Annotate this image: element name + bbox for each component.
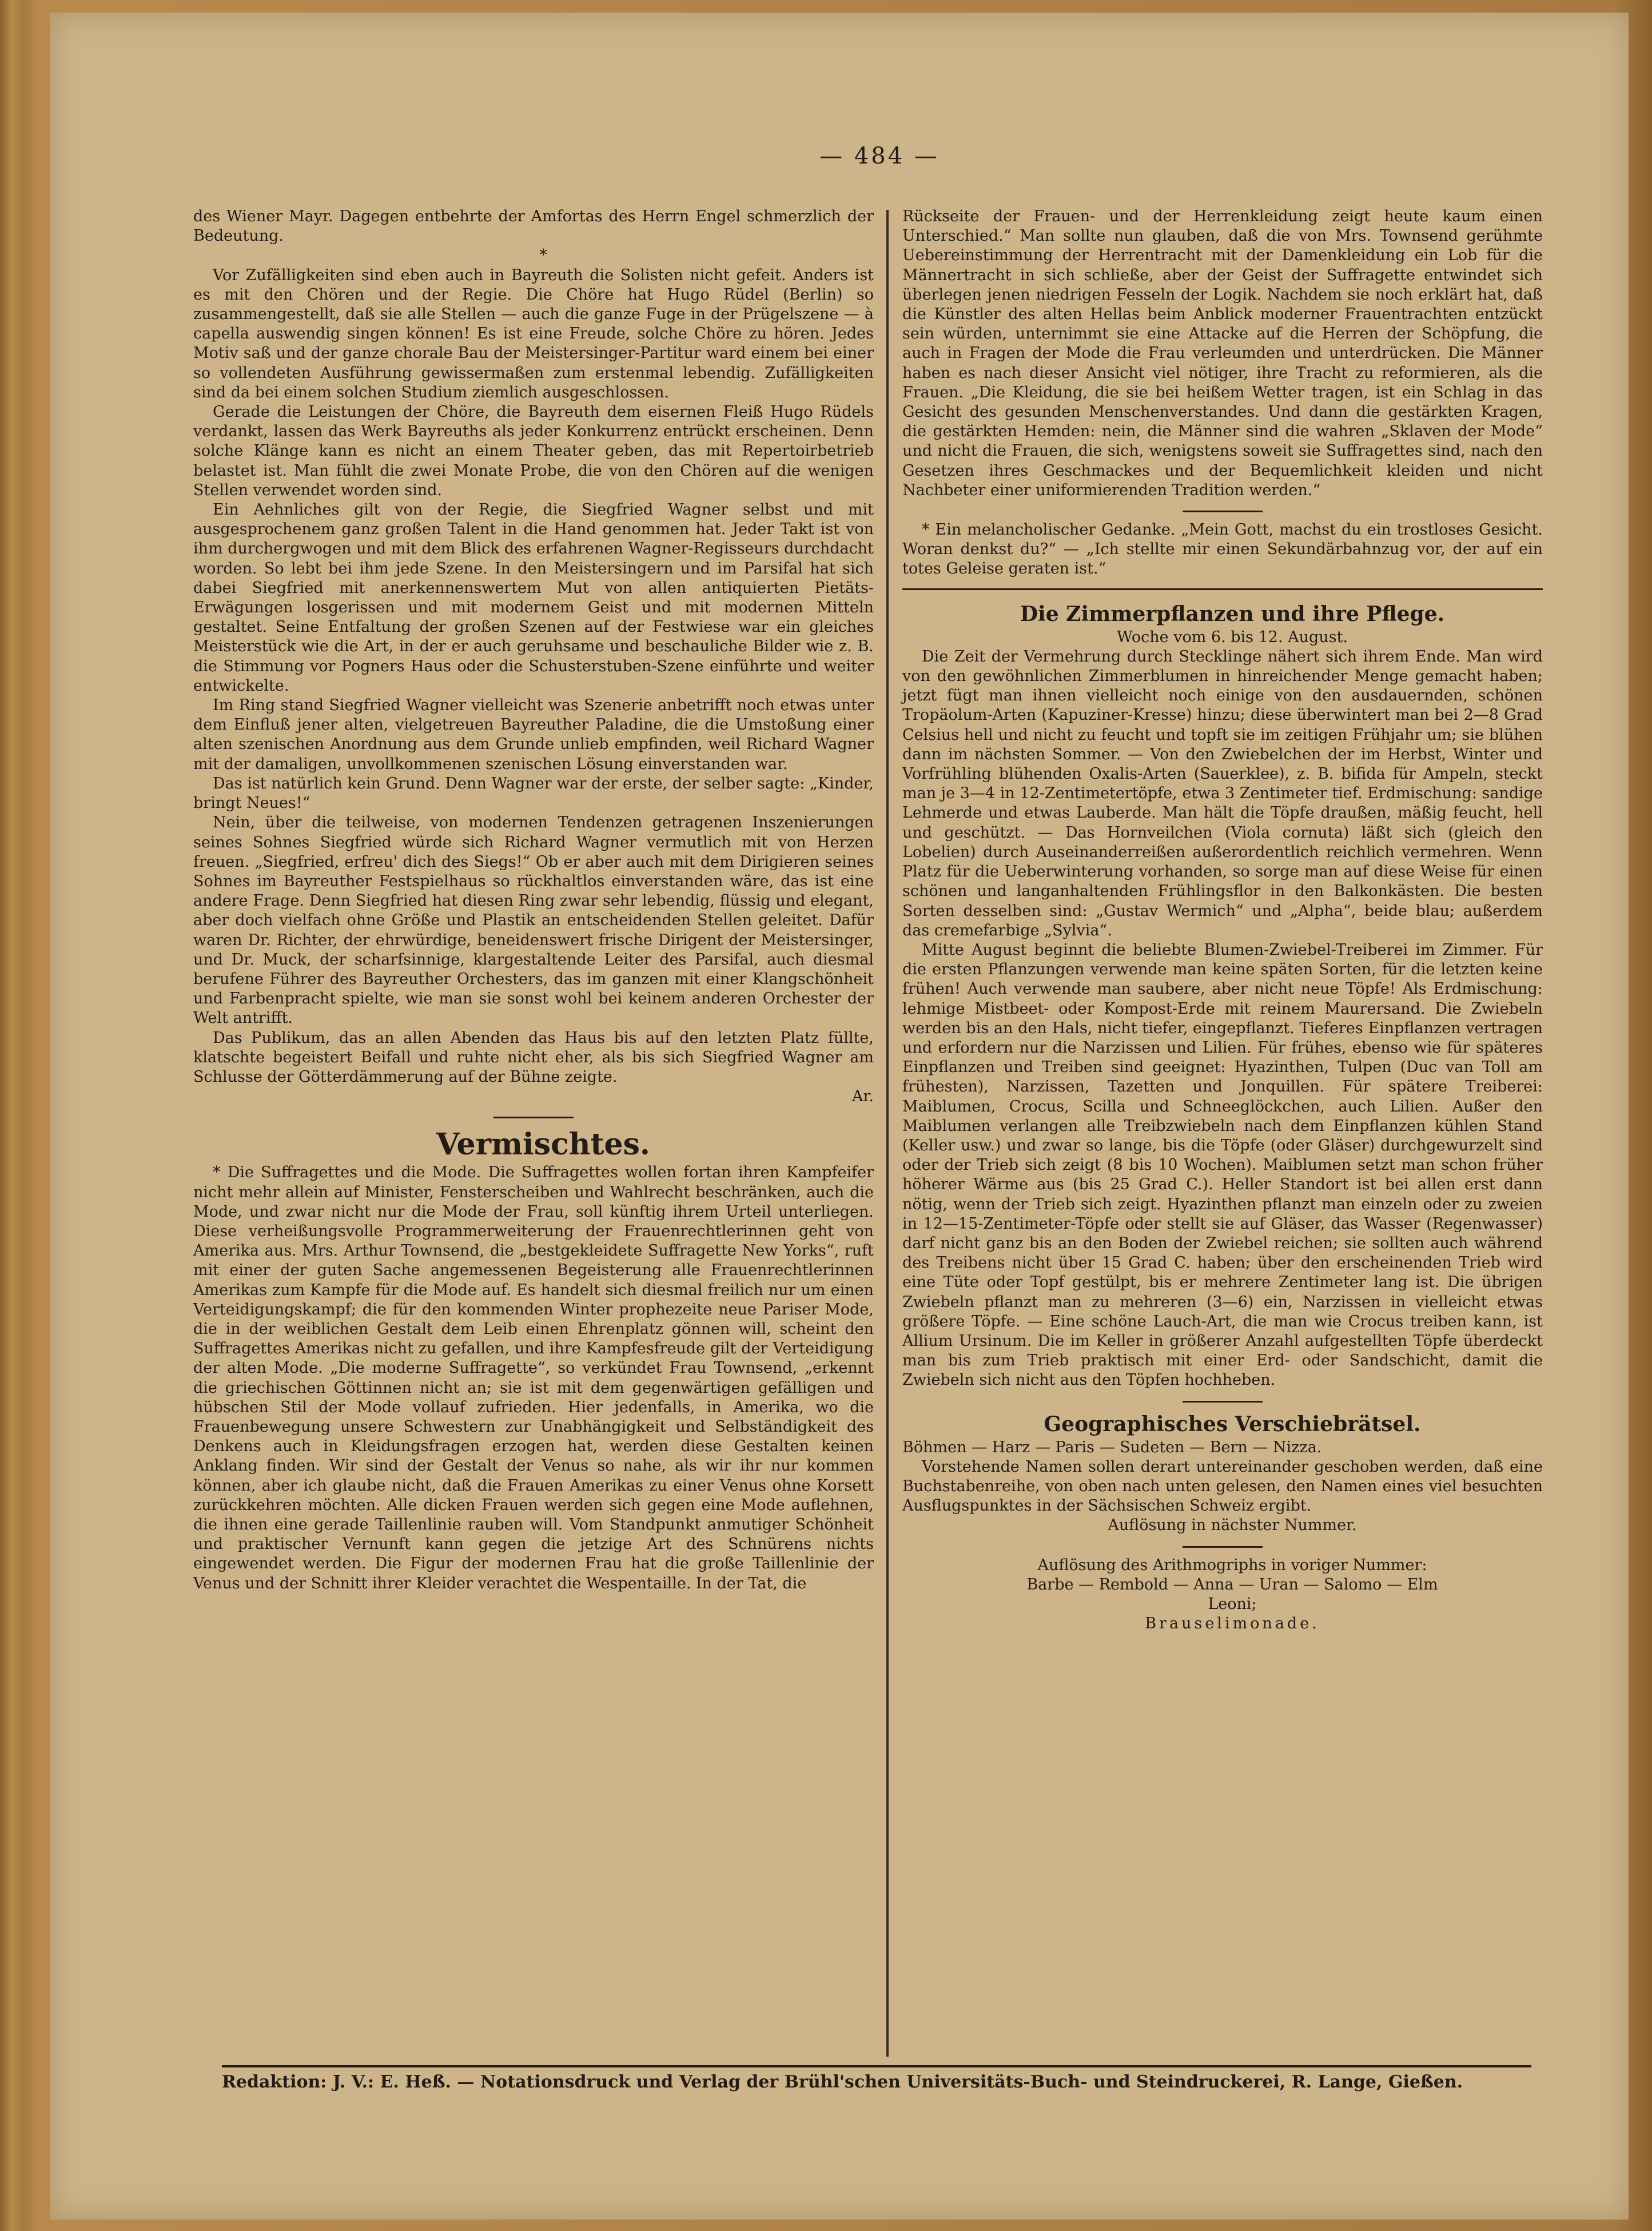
section-title-zimmerpflanzen: Die Zimmerpflanzen und ihre Pflege. bbox=[1020, 601, 1445, 626]
paragraph: Nein, über die teilweise, von modernen Tendenzen getragenen Inszenierungen seines Sohnes Siegfried würde sich Richard Wagner vermutlich mit von Herzen freuen. „Siegfried, erfreu' dich des Siegs!“ Ob er aber auch mit dem Dirigieren seines Sohnes im Bayreuther Festspielhaus so rückhaltlos einverstanden wäre, das ist eine andere Frage. Denn Siegfried hat diesen Ring zwar sehr lebendig, flüssig und elegant, aber doch vielfach ohne Größe und Plastik an entscheidenden Stellen geleitet. Dafür waren Dr. Richter, der ehrwürdige, beneidenswert frische Dirigent der Meistersinger, und Dr. Muck, der scharfsinnige, klargestaltende Leiter des Parsifal, auch diesmal berufene Führer des Bayreuther Orchesters, das im ganzen mit einer Klangschönheit und Farbenpracht spielte, wie man sie sonst wohl bei keinem anderen Orchester der Welt antrifft. bbox=[193, 814, 874, 1027]
paragraph: Mitte August beginnt die beliebte Blumen-Zwiebel-Treiberei im Zimmer. Für die ersten Pflanzungen verwende man keine späten Sorten, für die letzten keine frühen! Auch verwende man saubere, aber nicht neue Töpfe! Als Erdmischung: lehmige Mistbeet- oder Kompost-Erde mit reinem Maurersand. Die Zwiebeln werden bis an den Hals, nicht tiefer, eingepflanzt. Tieferes Einpflanzen vertragen und erfordern nur die Narzissen und Lilien. Für frühes, ebenso wie für späteres Einpflanzen und Treiben sind geeignet: Hyazinthen, Tulpen (Duc van Toll am frühesten), Narzissen, Tazetten und Jonquillen. Für spätere Treiberei: Maiblumen, Crocus, Scilla und Schneeglöckchen, auch Lilien. Außer den Maiblumen verlangen alle Treibzwiebeln nach dem Einpflanzen kühlen Stand (Keller usw.) und zwar so lange, bis die Töpfe (oder Gläser) durchgewurzelt sind oder der Trieb sich zeigt (8 bis 10 Wochen). Maiblumen setzt man schon früher höherer Wärme aus (bis 25 Grad C.). Heller Standort ist bei allen erst dann nötig, wenn der Trieb sich zeigt. Hyazinthen pflanzt man einzeln oder zu zweien in 12—15-Zentimeter-Töpfe oder stellt sie auf Gläser, das Wasser (Regenwasser) darf nicht ganz bis an den Boden der Zwiebel reichen; sie sollten auch während des Treibens nicht über 15 Grad C. haben; über den erscheinenden Trieb wird eine Tüte oder Topf gestülpt, bis er mehrere Zentimeter lang ist. Die übrigen Zwiebeln pflanzt man zu mehreren (3—6) ein, Narzissen in vielleicht etwas größere Töpfe. — Eine schöne Lauch-Art, die man wie Crocus treiben kann, ist Allium Ursinum. Die im Keller in größerer Anzahl aufgestellten Töpfe überdeckt man bis zum Trieb praktisch mit einer Erd- oder Sandschicht, damit die Zwiebeln sich nicht aus den Töpfen hochheben. bbox=[902, 941, 1543, 1389]
paragraph: Die Zeit der Vermehrung durch Stecklinge nähert sich ihrem Ende. Man wird von den gewöhnlichen Zimmerblumen in hinreichender Menge gemacht haben; jetzt fügt man ihnen vielleicht noch einige von den ausdauernden, schönen Tropäolum-Arten (Kapuziner-Kresse) hinzu; diese überwintert man bei 2—8 Grad Celsius hell und nicht zu feucht und topft sie im zeitigen Frühjahr um; sie blühen dann im nächsten Sommer. — Von den Zwiebelchen der im Herbst, Winter und Vorfrühling blühenden Oxalis-Arten (Sauerklee), z. B. bifida für Ampeln, steckt man je 3—4 in 12-Zentimetertöpfe, etwa 3 Zentimeter tief. Erdmischung: sandige Lehmerde und etwas Lauberde. Man hält die Töpfe draußen, mäßig feucht, hell und geschützt. — Das Hornveilchen (Viola cornuta) läßt sich (gleich den Lobelien) durch Auseinanderreißen außerordentlich reichlich vermehren. Wenn Platz für die Ueberwinterung vorhanden, so sorge man auf diese Weise für einen schönen und langanhaltenden Frühlingsflor in den Balkonkästen. Die besten Sorten desselben sind: „Gustav Wermich“ und „Alpha“, beide blau; außerdem das cremefarbige „Sylvia“. bbox=[902, 647, 1543, 939]
solution-names: Barbe — Rembold — Anna — Uran — Salomo — Elm bbox=[1026, 1575, 1438, 1593]
column-divider bbox=[886, 210, 889, 2057]
imprint-footer: Redaktion: J. V.: E. Heß. — Notationsdruck und Verlag der Brühl'schen Universitäts-Buch- und Steindruckerei, R. Lange, Gießen. bbox=[222, 2065, 1531, 2092]
divider bbox=[1183, 1401, 1263, 1403]
divider bbox=[493, 1117, 574, 1118]
section-title-vermischtes: Vermischtes. bbox=[436, 1127, 651, 1162]
solution-names-2: Leoni; bbox=[1208, 1595, 1257, 1613]
paragraph: Gerade die Leistungen der Chöre, die Bayreuth dem eisernen Fleiß Hugo Rüdels verdankt, lassen das Werk Bayreuths als jeder Konkurrenz entrückt erscheinen. Denn solche Klänge kann es nicht an einem Theater geben, das mit Repertoirbetrieb belastet ist. Man fühlt die zwei Monate Probe, die von den Chören auf die wenigen Stellen verwendet worden sind. bbox=[193, 403, 874, 499]
paragraph: des Wiener Mayr. Dagegen entbehrte der Amfortas des Herrn Engel schmerzlich der Bedeutung. bbox=[193, 208, 874, 245]
paragraph: Ein Aehnliches gilt von der Regie, die Siegfried Wagner selbst und mit ausgesprochenem ganz großen Talent in die Hand genommen hat. Jeder Takt ist von ihm durchergwogen und mit dem Blick des erfahrenen Wagner-Regisseurs durchdacht worden. So lebt bei ihm jede Szene. In den Meistersingern und im Parsifal hat sich dabei Siegfried mit anerkennenswertem Mut von allen antiquierten Pietäts-Erwägungen losgerissen und mit modernem Geist und mit modernen Mitteln gestaltet. Seine Entfaltung der großen Szenen auf der Festwiese war ein gleiches Meisterstück wie die Art, in der er auch geruhsame und beschauliche Bilder wie z. B. die Stimmung vor Pogners Haus oder die Schusterstuben-Szene einführte und weiter entwickelte. bbox=[193, 501, 874, 695]
paragraph: * Ein melancholischer Gedanke. „Mein Gott, machst du ein trostloses Gesicht. Woran denkst du?“ — „Ich stellte mir einen Sekundärbahnzug vor, der auf ein totes Geleise geraten ist.“ bbox=[902, 521, 1543, 578]
paragraph: * Die Suffragettes und die Mode. Die Suffragettes wollen fortan ihren Kampfeifer nicht mehr allein auf Minister, Fensterscheiben und Wahlrecht beschränken, auch die Mode, und zwar nicht nur die Mode der Frau, soll künftig ihrem Urteil unterliegen. Diese verheißungsvolle Programmerweiterung der Frauenrechtlerinnen geht von Amerika aus. Mrs. Arthur Townsend, die „bestgekleidete Suffragette New Yorks“, ruft mit einer der guten Sache angemessenen Begeisterung alle Frauenrechtlerinnen Amerikas zum Kampfe für die Mode auf. Es handelt sich diesmal freilich nur um einen Verteidigungskampf; die für den kommenden Winter prophezeite neue Pariser Mode, die in der weiblichen Gestalt dem Leib einen Ehrenplatz gönnen will, scheint den Suffragettes Amerikas nicht zu gefallen, und ihre Kampfesfreude gilt der Verteidigung der alten Mode. „Die moderne Suffragette“, so verkündet Frau Townsend, „erkennt die griechischen Göttinnen nicht an; sie ist mit dem gegenwärtigen gefälligen und hübschen Stil der Mode vollauf zufrieden. Hier jedenfalls, in Amerika, wo die Frauenbewegung unsere Schwestern zur Unabhängigkeit und Selbständigkeit des Denkens auch in Kleidungsfragen erzogen hat, werden diese Gestalten keinen Anklang finden. Wir sind der Gestalt der Venus so nahe, als wir ihr nur kommen können, aber ich glaube nicht, daß die Frauen Amerikas zu einer Venus ohne Korsett zurückkehren möchten. Alle dicken Frauen werden sich gegen eine Mode auflehnen, die ihnen eine gerade Taillenlinie rauben will. Vom Standpunkt anmutiger Schönheit und praktischer Vernunft kann gegen die jetzige Art des Schnürens nichts eingewendet werden. Die Figur der modernen Frau hat die große Taillenlinie der Venus und der Schnitt ihrer Kleider verachtet die Wespentaille. In der Tat, die bbox=[193, 1164, 874, 1592]
paragraph: Vorstehende Namen sollen derart untereinander geschoben werden, daß eine Buchstabenreihe, von oben nach unten gelesen, den Namen eines viel besuchten Ausflugspunktes in der Sächsischen Schweiz ergibt. bbox=[902, 1457, 1543, 1515]
paragraph: Vor Zufälligkeiten sind eben auch in Bayreuth die Solisten nicht gefeit. Anders ist es mit den Chören und der Regie. Die Chöre hat Hugo Rüdel (Berlin) so zusammengestellt, daß sie alle Stellen — auch die ganze Fuge in der Prügelszene — à capella auswendig singen können! Es ist eine Freude, solche Chöre zu hören. Jedes Motiv saß und der ganze chorale Bau der Meistersinger-Partitur ward einem bei einer so vollendeten Ausführung gewissermaßen zum erstenmal lebendig. Zufälligkeiten sind da bei einem solchen Studium ziemlich ausgeschlossen. bbox=[193, 266, 874, 401]
page-number: — 484 — bbox=[819, 143, 940, 169]
author-signature: Ar. bbox=[851, 1087, 874, 1106]
divider bbox=[1183, 1546, 1263, 1548]
divider bbox=[1183, 511, 1263, 512]
puzzle-list: Böhmen — Harz — Paris — Sudeten — Bern — Nizza. bbox=[902, 1438, 1322, 1456]
paragraph: Das ist natürlich kein Grund. Denn Wagner war der erste, der selber sagte: „Kinder, bringt Neues!“ bbox=[193, 774, 874, 812]
paragraph: Rückseite der Frauen- und der Herrenkleidung zeigt heute kaum einen Unterschied.“ Man sollte nun glauben, daß die von Mrs. Townsend gerühmte Uebereinstimmung der Herrentracht mit der Damenkleidung ein Lob für die Männertracht in sich schließe, aber der Geist der Suffragette entwindet sich überlegen jenen niedrigen Fesseln der Logik. Nachdem sie noch erklärt hat, daß die Künstler des alten Hellas beim Anblick moderner Frauentrachten entzückt sein würden, unternimmt sie eine Attacke auf die Herren der Schöpfung, die auch in Fragen der Mode die Frau verleumden und unterdrücken. Die Männer haben es nach dieser Ansicht viel nötiger, ihre Tracht zu reformieren, als die Frauen. „Die Kleidung, die sie bei heißem Wetter tragen, ist ein Schlag in das Gesicht des gesunden Menschenverstandes. Und dann die gestärkten Kragen, die gestärkten Hemden: nein, die Männer sind die wahren „Sklaven der Mode“ und nicht die Frauen, die sich, wenigstens soweit sie Suffragettes sind, nach den Gesetzen ihres Geschmackes und der Bequemlichkeit kleiden und nicht Nachbeter einer uniformierenden Tradition werden.“ bbox=[902, 208, 1543, 499]
solution-title: Auflösung des Arithmogriphs in voriger Nummer: bbox=[1037, 1556, 1427, 1574]
newspaper-page bbox=[50, 13, 1629, 2220]
separator-star: * bbox=[539, 246, 547, 265]
divider bbox=[902, 588, 1543, 590]
solution-answer: Brauselimonade. bbox=[1145, 1615, 1320, 1633]
section-subtitle: Woche vom 6. bis 12. August. bbox=[1116, 628, 1348, 646]
paragraph: Das Publikum, das an allen Abenden das Haus bis auf den letzten Platz füllte, klatschte begeistert Beifall und ruhte nicht eher, als bis sich Siegfried Wagner am Schlusse der Götterdämmerung auf der Bühne zeigte. bbox=[193, 1029, 874, 1086]
paragraph: Im Ring stand Siegfried Wagner vielleicht was Szenerie anbetrifft noch etwas unter dem Einfluß jener alten, vielgetreuen Bayreuther Paladine, die die Umstoßung einer alten szenischen Anordnung aus dem Grunde unlieb empfinden, weil Richard Wagner mit der damaligen, unvollkommenen szenischen Lösung einverstanden war. bbox=[193, 696, 874, 773]
puzzle-note: Auflösung in nächster Nummer. bbox=[1108, 1516, 1357, 1535]
left-column bbox=[193, 207, 874, 1593]
right-column bbox=[902, 207, 1543, 1634]
section-title-raetsel: Geographisches Verschiebrätsel. bbox=[1044, 1412, 1421, 1436]
